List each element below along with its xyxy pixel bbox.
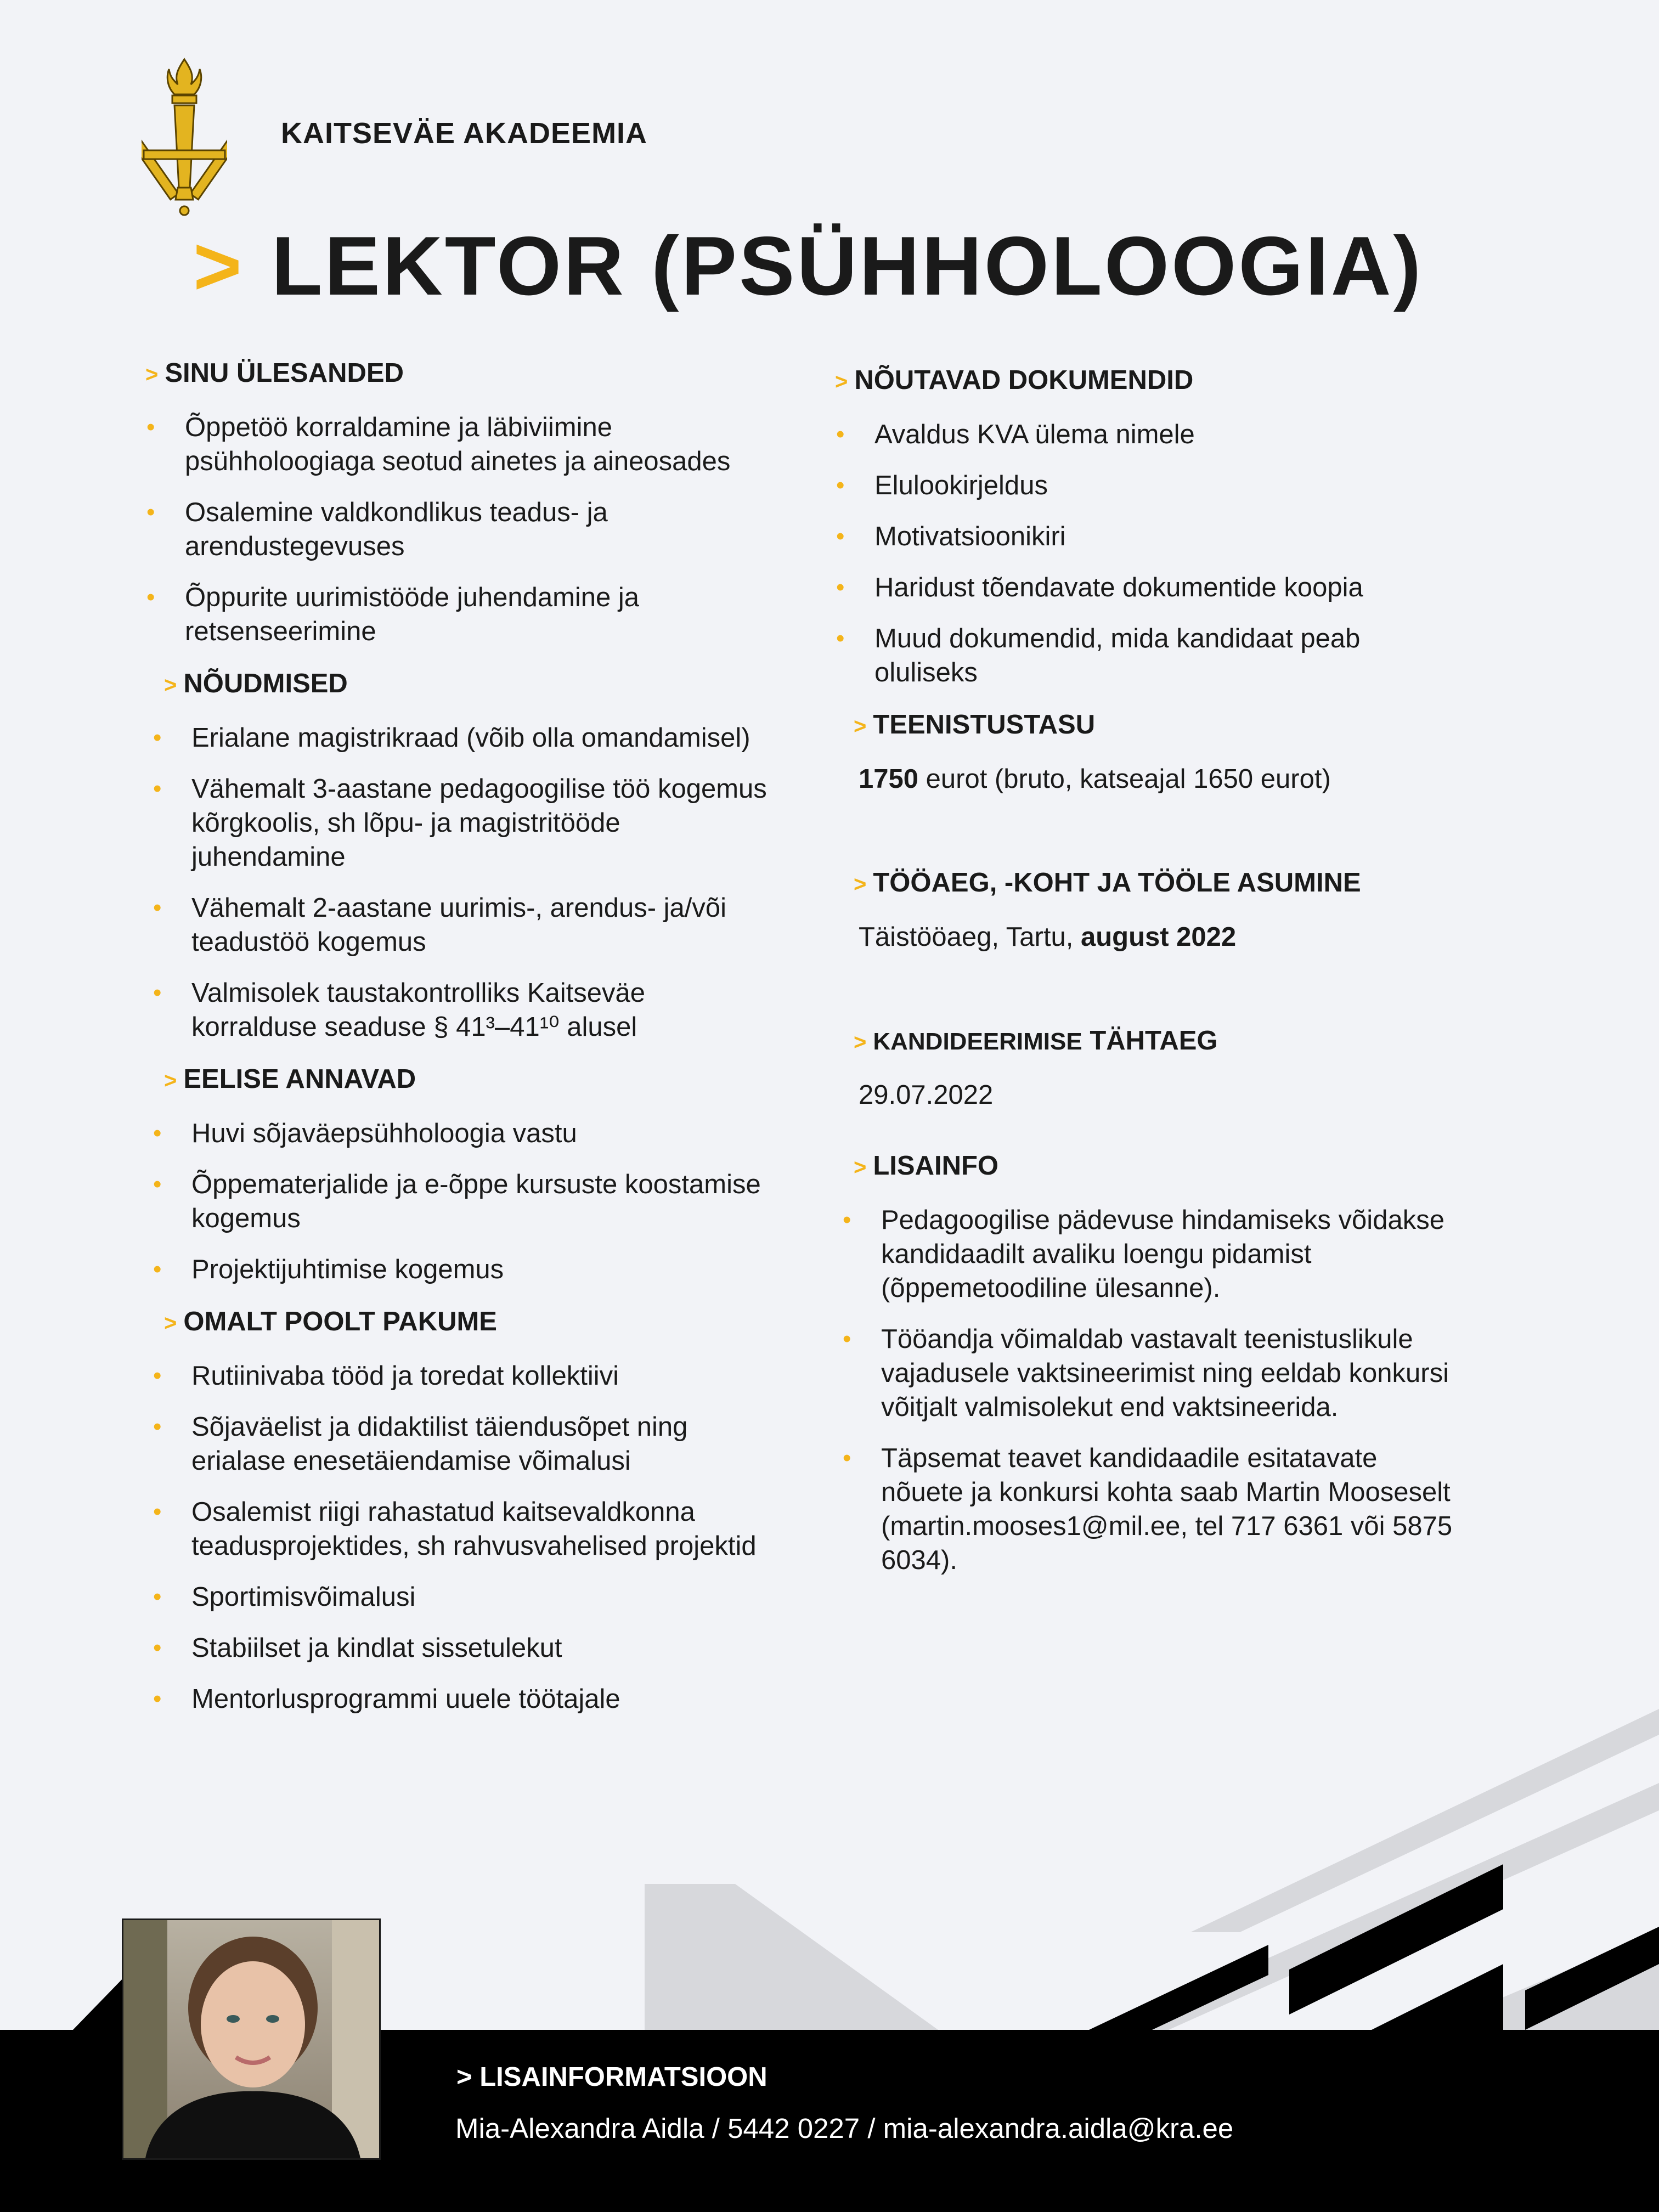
list-item: • Sõjaväelist ja didaktilist täiendusõpet ning erialase enesetäiendamise võimalusi: [145, 1410, 771, 1478]
list-item: • Huvi sõjaväepsühholoogia vastu: [145, 1116, 771, 1150]
section-heading-documents: > NÕUTAVAD DOKUMENDID: [835, 365, 1194, 395]
section-heading-tasks: > SINU ÜLESANDED: [145, 358, 404, 388]
list-item: • Osalemist riigi rahastatud kaitsevaldkonna teadusprojektides, sh rahvusvahelised projektid: [145, 1495, 771, 1563]
list-item: • Pedagoogilise pädevuse hindamiseks võidakse kandidaadilt avaliku loengu pidamist (õppemetoodiline ülesanne).: [835, 1203, 1460, 1305]
offer-list: [145, 1359, 771, 1716]
grey-stripe: [645, 1884, 938, 2030]
section-heading-info: > LISAINFO: [854, 1151, 999, 1181]
portrait-illustration: [123, 1920, 379, 2158]
torch-crossed-swords-emblem-icon: [142, 56, 227, 216]
salary-value: 1750 eurot (bruto, katseajal 1650 eurot): [859, 764, 1331, 794]
list-item: • Õppematerjalide ja e-õppe kursuste koostamise kogemus: [145, 1167, 771, 1235]
black-stripe: [1372, 1964, 1503, 2030]
organization-name: KAITSEVÄE AKADEEMIA: [281, 117, 648, 150]
list-item: • Haridust tõendavate dokumentide koopia: [835, 571, 1460, 605]
contact-details: Mia-Alexandra Aidla / 5442 0227 / mia-alexandra.aidla@kra.ee: [455, 2113, 1234, 2144]
list-item: • Elulookirjeldus: [835, 469, 1460, 503]
list-item: • Avaldus KVA ülema nimele: [835, 417, 1460, 452]
list-item: • Osalemine valdkondlikus teadus- ja arendustegevuses: [145, 495, 771, 563]
list-item: • Tööandja võimaldab vastavalt teenistuslikule vajadusele vaktsineerimist ning eeldab konkursi võitjalt valmisolekut end vaktsineerida.: [835, 1322, 1460, 1424]
job-title: LEKTOR (PSÜHHOLOOGIA): [271, 219, 1424, 313]
list-item: • Rutiinivaba tööd ja toredat kollektiivi: [145, 1359, 771, 1393]
list-item: • Mentorlusprogrammi uuele töötajale: [145, 1682, 771, 1716]
advantages-list: [145, 1116, 771, 1286]
list-item: • Erialane magistrikraad (võib olla omandamisel): [145, 721, 771, 755]
left-column: [145, 358, 771, 1736]
list-item: • Vähemalt 3-aastane pedagoogilise töö kogemus kõrgkoolis, sh lõpu- ja magistritööde juhendamine: [145, 772, 771, 874]
black-stripe: [1089, 1945, 1268, 2030]
section-heading-worktime: > TÖÖAEG, -KOHT JA TÖÖLE ASUMINE: [854, 868, 1361, 898]
documents-list: [835, 417, 1460, 690]
right-column: [835, 365, 1460, 1597]
list-item: • Täpsemat teavet kandidaadile esitatavate nõuete ja konkursi kohta saab Martin Mooseselt (martin.mooses1@mil.ee, tel 717 6361 või 5875 6034).: [835, 1441, 1460, 1577]
list-item: • Õppetöö korraldamine ja läbiviimine psühholoogiaga seotud ainetes ja aineosades: [145, 410, 771, 478]
deadline-date: 29.07.2022: [859, 1080, 994, 1110]
list-item: • Muud dokumendid, mida kandidaat peab oluliseks: [835, 622, 1460, 690]
section-heading-salary: > TEENISTUSTASU: [854, 710, 1096, 740]
section-heading-advantages: > EELISE ANNAVAD: [164, 1064, 416, 1094]
list-item: • Projektijuhtimise kogemus: [145, 1252, 771, 1286]
worktime-value: Täistööaeg, Tartu, august 2022: [859, 922, 1237, 952]
list-item: • Stabiilset ja kindlat sissetulekut: [145, 1631, 771, 1665]
section-heading-deadline: > KANDIDEERIMISE TÄHTAEG: [854, 1026, 1218, 1056]
list-item: • Sportimisvõimalusi: [145, 1580, 771, 1614]
list-item: • Õppurite uurimistööde juhendamine ja retsenseerimine: [145, 580, 771, 648]
requirements-list: [145, 721, 771, 1044]
title-arrow: >: [193, 219, 244, 313]
page-title: [193, 218, 1423, 314]
list-item: • Vähemalt 2-aastane uurimis-, arendus- ja/või teadustöö kogemus: [145, 891, 771, 959]
contact-person-photo: [122, 1918, 381, 2160]
list-item: • Motivatsioonikiri: [835, 520, 1460, 554]
list-item: • Valmisolek taustakontrolliks Kaitseväe korralduse seaduse § 41³–41¹⁰ alusel: [145, 976, 771, 1044]
info-list: [835, 1203, 1460, 1577]
footer-notch: [71, 1975, 126, 2032]
section-heading-offer: > OMALT POOLT PAKUME: [164, 1307, 497, 1336]
section-heading-requirements: > NÕUDMISED: [164, 669, 348, 698]
tasks-list: [145, 410, 771, 648]
contact-heading: > LISAINFORMATSIOON: [456, 2062, 768, 2092]
